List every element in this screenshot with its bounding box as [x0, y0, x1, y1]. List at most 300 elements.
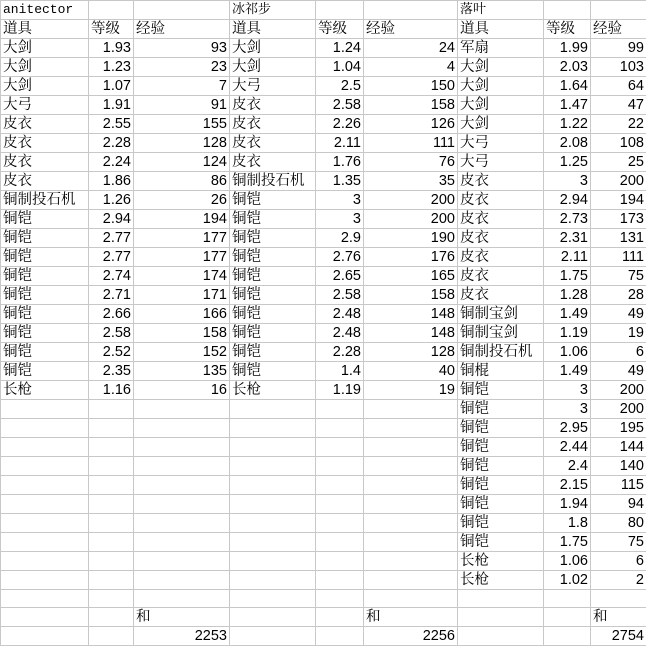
exp-cell[interactable]: 49	[591, 362, 646, 381]
cell[interactable]	[89, 552, 134, 571]
level-cell[interactable]: 1.93	[89, 39, 134, 58]
exp-cell[interactable]: 40	[364, 362, 458, 381]
level-cell[interactable]: 2.15	[544, 476, 591, 495]
exp-cell[interactable]: 195	[591, 419, 646, 438]
item-cell[interactable]: 长枪	[1, 381, 89, 400]
cell[interactable]	[458, 608, 544, 627]
item-cell[interactable]: 皮衣	[230, 96, 316, 115]
cell[interactable]	[230, 627, 316, 646]
level-cell[interactable]: 1.06	[544, 552, 591, 571]
exp-column-header[interactable]: 经验	[364, 20, 458, 39]
exp-cell[interactable]: 91	[134, 96, 230, 115]
item-cell[interactable]: 皮衣	[230, 153, 316, 172]
cell[interactable]	[134, 457, 230, 476]
cell[interactable]	[89, 476, 134, 495]
item-cell[interactable]: 铜制投石机	[1, 191, 89, 210]
level-cell[interactable]: 2.48	[316, 324, 364, 343]
item-cell[interactable]: 铜铠	[1, 324, 89, 343]
cell[interactable]	[591, 590, 646, 608]
level-cell[interactable]: 1.8	[544, 514, 591, 533]
exp-cell[interactable]: 4	[364, 58, 458, 77]
cell[interactable]	[316, 400, 364, 419]
cell[interactable]	[230, 476, 316, 495]
level-cell[interactable]: 1.91	[89, 96, 134, 115]
level-cell[interactable]: 2.5	[316, 77, 364, 96]
cell[interactable]	[134, 438, 230, 457]
level-cell[interactable]: 2.71	[89, 286, 134, 305]
exp-cell[interactable]: 94	[591, 495, 646, 514]
item-cell[interactable]: 铜铠	[458, 381, 544, 400]
item-cell[interactable]: 铜铠	[458, 438, 544, 457]
cell[interactable]	[316, 1, 364, 20]
exp-cell[interactable]: 135	[134, 362, 230, 381]
item-column-header[interactable]: 道具	[230, 20, 316, 39]
cell[interactable]	[316, 627, 364, 646]
exp-cell[interactable]: 190	[364, 229, 458, 248]
cell[interactable]	[134, 1, 230, 20]
cell[interactable]	[89, 627, 134, 646]
cell[interactable]	[316, 438, 364, 457]
item-cell[interactable]: 皮衣	[458, 248, 544, 267]
exp-cell[interactable]: 174	[134, 267, 230, 286]
exp-cell[interactable]: 111	[364, 134, 458, 153]
exp-cell[interactable]: 152	[134, 343, 230, 362]
cell[interactable]	[134, 514, 230, 533]
level-cell[interactable]: 3	[316, 191, 364, 210]
level-cell[interactable]: 1.4	[316, 362, 364, 381]
item-cell[interactable]: 铜铠	[230, 324, 316, 343]
item-cell[interactable]: 军扇	[458, 39, 544, 58]
level-cell[interactable]: 2.31	[544, 229, 591, 248]
exp-cell[interactable]: 144	[591, 438, 646, 457]
exp-cell[interactable]: 173	[591, 210, 646, 229]
level-cell[interactable]: 2.55	[89, 115, 134, 134]
exp-cell[interactable]: 165	[364, 267, 458, 286]
cell[interactable]	[364, 514, 458, 533]
level-cell[interactable]: 1.06	[544, 343, 591, 362]
cell[interactable]	[316, 590, 364, 608]
item-cell[interactable]: 大剑	[458, 58, 544, 77]
cell[interactable]	[316, 419, 364, 438]
exp-cell[interactable]: 124	[134, 153, 230, 172]
level-cell[interactable]: 1.86	[89, 172, 134, 191]
level-cell[interactable]: 1.35	[316, 172, 364, 191]
item-cell[interactable]: 铜铠	[458, 457, 544, 476]
exp-cell[interactable]: 99	[591, 39, 646, 58]
cell[interactable]	[364, 457, 458, 476]
item-cell[interactable]: 铜铠	[1, 286, 89, 305]
item-cell[interactable]: 大剑	[230, 39, 316, 58]
exp-cell[interactable]: 200	[591, 381, 646, 400]
item-cell[interactable]: 铜铠	[1, 229, 89, 248]
exp-cell[interactable]: 7	[134, 77, 230, 96]
level-cell[interactable]: 2.95	[544, 419, 591, 438]
cell[interactable]	[364, 590, 458, 608]
level-cell[interactable]: 1.64	[544, 77, 591, 96]
item-cell[interactable]: 铜制投石机	[458, 343, 544, 362]
cell[interactable]	[89, 571, 134, 590]
cell[interactable]	[1, 438, 89, 457]
item-cell[interactable]: 大弓	[1, 96, 89, 115]
item-cell[interactable]: 皮衣	[230, 115, 316, 134]
exp-cell[interactable]: 194	[591, 191, 646, 210]
cell[interactable]	[134, 552, 230, 571]
cell[interactable]	[134, 476, 230, 495]
item-cell[interactable]: 皮衣	[458, 172, 544, 191]
level-cell[interactable]: 1.26	[89, 191, 134, 210]
level-cell[interactable]: 2.35	[89, 362, 134, 381]
cell[interactable]	[316, 608, 364, 627]
item-cell[interactable]: 皮衣	[1, 115, 89, 134]
level-cell[interactable]: 2.44	[544, 438, 591, 457]
exp-cell[interactable]: 140	[591, 457, 646, 476]
exp-cell[interactable]: 28	[591, 286, 646, 305]
level-cell[interactable]: 2.73	[544, 210, 591, 229]
cell[interactable]	[316, 552, 364, 571]
cell[interactable]	[1, 495, 89, 514]
level-cell[interactable]: 2.08	[544, 134, 591, 153]
cell[interactable]	[364, 533, 458, 552]
level-column-header[interactable]: 等级	[89, 20, 134, 39]
exp-column-header[interactable]: 经验	[134, 20, 230, 39]
item-cell[interactable]: 铜铠	[458, 533, 544, 552]
item-cell[interactable]: 皮衣	[458, 210, 544, 229]
level-cell[interactable]: 2.77	[89, 229, 134, 248]
cell[interactable]	[134, 419, 230, 438]
sum-label[interactable]: 和	[134, 608, 230, 627]
cell[interactable]	[230, 514, 316, 533]
exp-cell[interactable]: 128	[364, 343, 458, 362]
item-cell[interactable]: 铜铠	[1, 362, 89, 381]
cell[interactable]	[89, 438, 134, 457]
cell[interactable]	[364, 400, 458, 419]
exp-cell[interactable]: 194	[134, 210, 230, 229]
level-cell[interactable]: 1.28	[544, 286, 591, 305]
cell[interactable]	[89, 1, 134, 20]
item-cell[interactable]: 铜铠	[458, 514, 544, 533]
level-cell[interactable]: 1.25	[544, 153, 591, 172]
level-cell[interactable]: 1.49	[544, 362, 591, 381]
item-cell[interactable]: 铜铠	[1, 248, 89, 267]
exp-cell[interactable]: 108	[591, 134, 646, 153]
cell[interactable]	[1, 514, 89, 533]
item-column-header[interactable]: 道具	[1, 20, 89, 39]
level-cell[interactable]: 1.19	[544, 324, 591, 343]
exp-cell[interactable]: 166	[134, 305, 230, 324]
level-cell[interactable]: 1.22	[544, 115, 591, 134]
exp-cell[interactable]: 155	[134, 115, 230, 134]
cell[interactable]	[316, 457, 364, 476]
cell[interactable]	[544, 590, 591, 608]
level-cell[interactable]: 2.11	[544, 248, 591, 267]
level-cell[interactable]: 1.47	[544, 96, 591, 115]
cell[interactable]	[89, 533, 134, 552]
player-name-2[interactable]: 冰祁步	[230, 1, 316, 20]
cell[interactable]	[89, 590, 134, 608]
exp-cell[interactable]: 49	[591, 305, 646, 324]
level-cell[interactable]: 3	[544, 381, 591, 400]
exp-cell[interactable]: 6	[591, 343, 646, 362]
item-cell[interactable]: 铜铠	[230, 286, 316, 305]
cell[interactable]	[230, 438, 316, 457]
cell[interactable]	[1, 552, 89, 571]
exp-cell[interactable]: 64	[591, 77, 646, 96]
exp-cell[interactable]: 25	[591, 153, 646, 172]
cell[interactable]	[458, 590, 544, 608]
item-cell[interactable]: 大剑	[458, 115, 544, 134]
level-cell[interactable]: 2.28	[89, 134, 134, 153]
exp-cell[interactable]: 158	[364, 96, 458, 115]
level-cell[interactable]: 2.24	[89, 153, 134, 172]
exp-cell[interactable]: 150	[364, 77, 458, 96]
item-cell[interactable]: 铜铠	[230, 267, 316, 286]
level-cell[interactable]: 1.94	[544, 495, 591, 514]
exp-cell[interactable]: 24	[364, 39, 458, 58]
item-cell[interactable]: 大剑	[1, 58, 89, 77]
item-cell[interactable]: 皮衣	[458, 229, 544, 248]
cell[interactable]	[230, 457, 316, 476]
cell[interactable]	[364, 1, 458, 20]
item-cell[interactable]: 铜铠	[230, 210, 316, 229]
cell[interactable]	[364, 495, 458, 514]
exp-cell[interactable]: 75	[591, 267, 646, 286]
level-cell[interactable]: 2.26	[316, 115, 364, 134]
level-cell[interactable]: 1.07	[89, 77, 134, 96]
cell[interactable]	[89, 419, 134, 438]
level-column-header[interactable]: 等级	[544, 20, 591, 39]
level-cell[interactable]: 1.16	[89, 381, 134, 400]
item-cell[interactable]: 铜铠	[1, 343, 89, 362]
exp-cell[interactable]: 200	[591, 400, 646, 419]
sum-total-1[interactable]: 2253	[134, 627, 230, 646]
exp-cell[interactable]: 126	[364, 115, 458, 134]
exp-cell[interactable]: 171	[134, 286, 230, 305]
exp-cell[interactable]: 76	[364, 153, 458, 172]
exp-cell[interactable]: 128	[134, 134, 230, 153]
level-cell[interactable]: 1.99	[544, 39, 591, 58]
level-cell[interactable]: 2.48	[316, 305, 364, 324]
exp-cell[interactable]: 80	[591, 514, 646, 533]
sum-label[interactable]: 和	[364, 608, 458, 627]
level-cell[interactable]: 1.76	[316, 153, 364, 172]
item-column-header[interactable]: 道具	[458, 20, 544, 39]
level-cell[interactable]: 2.58	[316, 286, 364, 305]
exp-cell[interactable]: 19	[591, 324, 646, 343]
item-cell[interactable]: 大剑	[458, 96, 544, 115]
level-cell[interactable]: 2.76	[316, 248, 364, 267]
player-name-3[interactable]: 落叶	[458, 1, 544, 20]
item-cell[interactable]: 铜棍	[458, 362, 544, 381]
cell[interactable]	[1, 590, 89, 608]
level-cell[interactable]: 2.28	[316, 343, 364, 362]
item-cell[interactable]: 长枪	[458, 552, 544, 571]
cell[interactable]	[364, 476, 458, 495]
item-cell[interactable]: 铜铠	[1, 210, 89, 229]
cell[interactable]	[364, 571, 458, 590]
exp-cell[interactable]: 200	[364, 191, 458, 210]
level-cell[interactable]: 2.74	[89, 267, 134, 286]
cell[interactable]	[230, 571, 316, 590]
cell[interactable]	[134, 400, 230, 419]
level-cell[interactable]: 3	[544, 172, 591, 191]
level-cell[interactable]: 1.75	[544, 533, 591, 552]
level-cell[interactable]: 3	[544, 400, 591, 419]
item-cell[interactable]: 大剑	[1, 39, 89, 58]
item-cell[interactable]: 皮衣	[1, 134, 89, 153]
item-cell[interactable]: 铜铠	[230, 229, 316, 248]
exp-cell[interactable]: 86	[134, 172, 230, 191]
exp-column-header[interactable]: 经验	[591, 20, 646, 39]
cell[interactable]	[1, 419, 89, 438]
item-cell[interactable]: 铜铠	[1, 267, 89, 286]
cell[interactable]	[1, 457, 89, 476]
level-cell[interactable]: 2.9	[316, 229, 364, 248]
level-cell[interactable]: 2.52	[89, 343, 134, 362]
item-cell[interactable]: 皮衣	[458, 286, 544, 305]
sum-label[interactable]: 和	[591, 608, 646, 627]
exp-cell[interactable]: 2	[591, 571, 646, 590]
cell[interactable]	[134, 495, 230, 514]
item-cell[interactable]: 铜铠	[458, 476, 544, 495]
exp-cell[interactable]: 177	[134, 248, 230, 267]
cell[interactable]	[316, 571, 364, 590]
exp-cell[interactable]: 6	[591, 552, 646, 571]
level-cell[interactable]: 2.03	[544, 58, 591, 77]
item-cell[interactable]: 铜铠	[458, 419, 544, 438]
cell[interactable]	[591, 1, 646, 20]
exp-cell[interactable]: 19	[364, 381, 458, 400]
cell[interactable]	[1, 571, 89, 590]
cell[interactable]	[316, 476, 364, 495]
item-cell[interactable]: 大剑	[1, 77, 89, 96]
level-cell[interactable]: 1.49	[544, 305, 591, 324]
exp-cell[interactable]: 177	[134, 229, 230, 248]
exp-cell[interactable]: 16	[134, 381, 230, 400]
item-cell[interactable]: 铜铠	[230, 248, 316, 267]
item-cell[interactable]: 铜铠	[230, 191, 316, 210]
item-cell[interactable]: 铜制宝剑	[458, 305, 544, 324]
cell[interactable]	[89, 514, 134, 533]
cell[interactable]	[230, 400, 316, 419]
level-cell[interactable]: 2.94	[89, 210, 134, 229]
item-cell[interactable]: 铜铠	[1, 305, 89, 324]
item-cell[interactable]: 大弓	[458, 153, 544, 172]
level-cell[interactable]: 2.77	[89, 248, 134, 267]
exp-cell[interactable]: 158	[134, 324, 230, 343]
exp-cell[interactable]: 103	[591, 58, 646, 77]
item-cell[interactable]: 铜铠	[230, 343, 316, 362]
item-cell[interactable]: 长枪	[230, 381, 316, 400]
cell[interactable]	[1, 627, 89, 646]
level-cell[interactable]: 2.66	[89, 305, 134, 324]
exp-cell[interactable]: 22	[591, 115, 646, 134]
cell[interactable]	[89, 495, 134, 514]
cell[interactable]	[230, 590, 316, 608]
item-cell[interactable]: 铜铠	[458, 400, 544, 419]
item-cell[interactable]: 铜铠	[458, 495, 544, 514]
exp-cell[interactable]: 158	[364, 286, 458, 305]
cell[interactable]	[316, 514, 364, 533]
level-cell[interactable]: 2.11	[316, 134, 364, 153]
level-cell[interactable]: 1.02	[544, 571, 591, 590]
cell[interactable]	[364, 552, 458, 571]
sum-total-3[interactable]: 2754	[591, 627, 646, 646]
level-cell[interactable]: 1.24	[316, 39, 364, 58]
exp-cell[interactable]: 35	[364, 172, 458, 191]
cell[interactable]	[1, 533, 89, 552]
cell[interactable]	[89, 608, 134, 627]
item-cell[interactable]: 皮衣	[458, 191, 544, 210]
item-cell[interactable]: 铜铠	[230, 305, 316, 324]
exp-cell[interactable]: 176	[364, 248, 458, 267]
level-cell[interactable]: 2.4	[544, 457, 591, 476]
cell[interactable]	[544, 608, 591, 627]
item-cell[interactable]: 大剑	[458, 77, 544, 96]
cell[interactable]	[364, 419, 458, 438]
cell[interactable]	[89, 457, 134, 476]
cell[interactable]	[544, 1, 591, 20]
exp-cell[interactable]: 200	[364, 210, 458, 229]
exp-cell[interactable]: 131	[591, 229, 646, 248]
level-cell[interactable]: 1.19	[316, 381, 364, 400]
level-cell[interactable]: 2.58	[89, 324, 134, 343]
cell[interactable]	[1, 608, 89, 627]
item-cell[interactable]: 皮衣	[1, 172, 89, 191]
item-cell[interactable]: 大弓	[230, 77, 316, 96]
item-cell[interactable]: 皮衣	[458, 267, 544, 286]
item-cell[interactable]: 大剑	[230, 58, 316, 77]
item-cell[interactable]: 铜铠	[230, 362, 316, 381]
level-cell[interactable]: 3	[316, 210, 364, 229]
cell[interactable]	[134, 533, 230, 552]
cell[interactable]	[544, 627, 591, 646]
player-name-1[interactable]: anitector	[1, 1, 89, 20]
cell[interactable]	[134, 590, 230, 608]
item-cell[interactable]: 大弓	[458, 134, 544, 153]
exp-cell[interactable]: 26	[134, 191, 230, 210]
level-cell[interactable]: 1.75	[544, 267, 591, 286]
cell[interactable]	[230, 608, 316, 627]
item-cell[interactable]: 皮衣	[1, 153, 89, 172]
item-cell[interactable]: 铜制投石机	[230, 172, 316, 191]
level-cell[interactable]: 1.04	[316, 58, 364, 77]
exp-cell[interactable]: 200	[591, 172, 646, 191]
cell[interactable]	[230, 495, 316, 514]
cell[interactable]	[458, 627, 544, 646]
level-cell[interactable]: 2.94	[544, 191, 591, 210]
item-cell[interactable]: 铜制宝剑	[458, 324, 544, 343]
exp-cell[interactable]: 148	[364, 305, 458, 324]
exp-cell[interactable]: 111	[591, 248, 646, 267]
cell[interactable]	[316, 533, 364, 552]
level-cell[interactable]: 2.58	[316, 96, 364, 115]
level-cell[interactable]: 2.65	[316, 267, 364, 286]
exp-cell[interactable]: 115	[591, 476, 646, 495]
cell[interactable]	[1, 476, 89, 495]
item-cell[interactable]: 长枪	[458, 571, 544, 590]
cell[interactable]	[364, 438, 458, 457]
exp-cell[interactable]: 47	[591, 96, 646, 115]
level-column-header[interactable]: 等级	[316, 20, 364, 39]
level-cell[interactable]: 1.23	[89, 58, 134, 77]
cell[interactable]	[230, 419, 316, 438]
cell[interactable]	[1, 400, 89, 419]
cell[interactable]	[134, 571, 230, 590]
item-cell[interactable]: 皮衣	[230, 134, 316, 153]
cell[interactable]	[230, 533, 316, 552]
exp-cell[interactable]: 75	[591, 533, 646, 552]
sum-total-2[interactable]: 2256	[364, 627, 458, 646]
